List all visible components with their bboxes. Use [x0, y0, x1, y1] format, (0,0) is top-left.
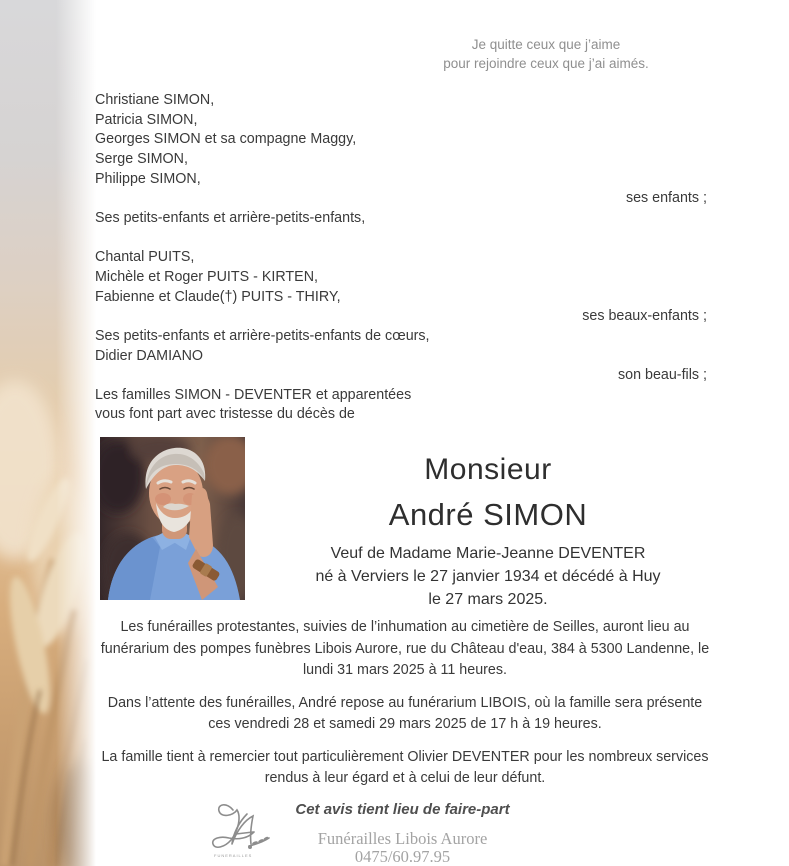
family-line: Michèle et Roger PUITS - KIRTEN, — [95, 268, 318, 285]
quote-line-1: Je quitte ceux que j’aime — [471, 37, 621, 52]
family-line: Didier DAMIANO — [95, 347, 204, 364]
announcement-paragraphs — [95, 617, 715, 801]
family-list — [95, 91, 707, 425]
family-line: Georges SIMON et sa compagne Maggy, — [95, 131, 357, 148]
family-line: Patricia SIMON, — [95, 111, 198, 128]
thanks-paragraph: La famille tient à remercier tout particulièrement Olivier DEVENTER pour les nombreux services rendus à leur égard et à celui de leur défunt. — [101, 748, 709, 786]
quote-line-2: pour rejoindre ceux que j’ai aimés. — [443, 56, 649, 71]
deceased-title: Monsieur — [424, 453, 552, 486]
repose-paragraph: Dans l’attente des funérailles, André repose au funérarium LIBOIS, où la famille sera présente ces vendredi 28 et samedi 29 mars 2025 de 17 h à 19 heures. — [107, 694, 703, 732]
relation-label-stepson: son beau-fils ; — [617, 367, 707, 384]
family-line: Serge SIMON, — [95, 150, 188, 167]
widower-line: Veuf de Madame Marie-Jeanne DEVENTER — [330, 545, 646, 562]
relation-label-stepchildren: ses beaux-enfants ; — [582, 308, 707, 325]
birth-death-line-2: le 27 mars 2025. — [428, 591, 548, 608]
epitaph-quote — [380, 35, 712, 73]
family-line: Christiane SIMON, — [95, 92, 215, 108]
family-line: Ses petits-enfants et arrière-petits-enfants, — [95, 209, 366, 226]
birth-death-line-1: né à Verviers le 27 janvier 1934 et décédé à Huy — [315, 568, 661, 585]
funeral-home-phone: 0475/60.97.95 — [354, 847, 451, 866]
families-announcement-line-2: vous font part avec tristesse du décès de — [95, 406, 355, 423]
deceased-identity — [245, 448, 731, 611]
family-line: Fabienne et Claude(†) PUITS - THIRY, — [95, 288, 341, 305]
faire-part-notice: Cet avis tient lieu de faire-part — [295, 801, 510, 818]
relation-label-children: ses enfants ; — [625, 190, 707, 207]
deceased-name: André SIMON — [388, 497, 588, 532]
spacer — [95, 229, 707, 249]
footer — [95, 801, 710, 866]
family-line: Ses petits-enfants et arrière-petits-enfants de cœurs, — [95, 327, 430, 344]
families-announcement-line-1: Les familles SIMON - DEVENTER et apparentées — [95, 386, 412, 403]
family-line: Philippe SIMON, — [95, 170, 201, 187]
funeral-details-paragraph: Les funérailles protestantes, suivies de l’inhumation au cimetière de Seilles, auront lieu au funérarium des pompes funèbres Libois Aurore, rue du Château d'eau, 384 à 5300 Landenne, le lundi 31 mars 2025 à 11 heures. — [100, 619, 710, 678]
logo-caption: FUNERAILLES — [214, 853, 253, 858]
portrait-photo — [100, 437, 245, 600]
family-line: Chantal PUITS, — [95, 249, 195, 266]
funeral-home-name: Funérailles Libois Aurore — [317, 829, 488, 848]
wheat-background-image — [0, 0, 96, 866]
